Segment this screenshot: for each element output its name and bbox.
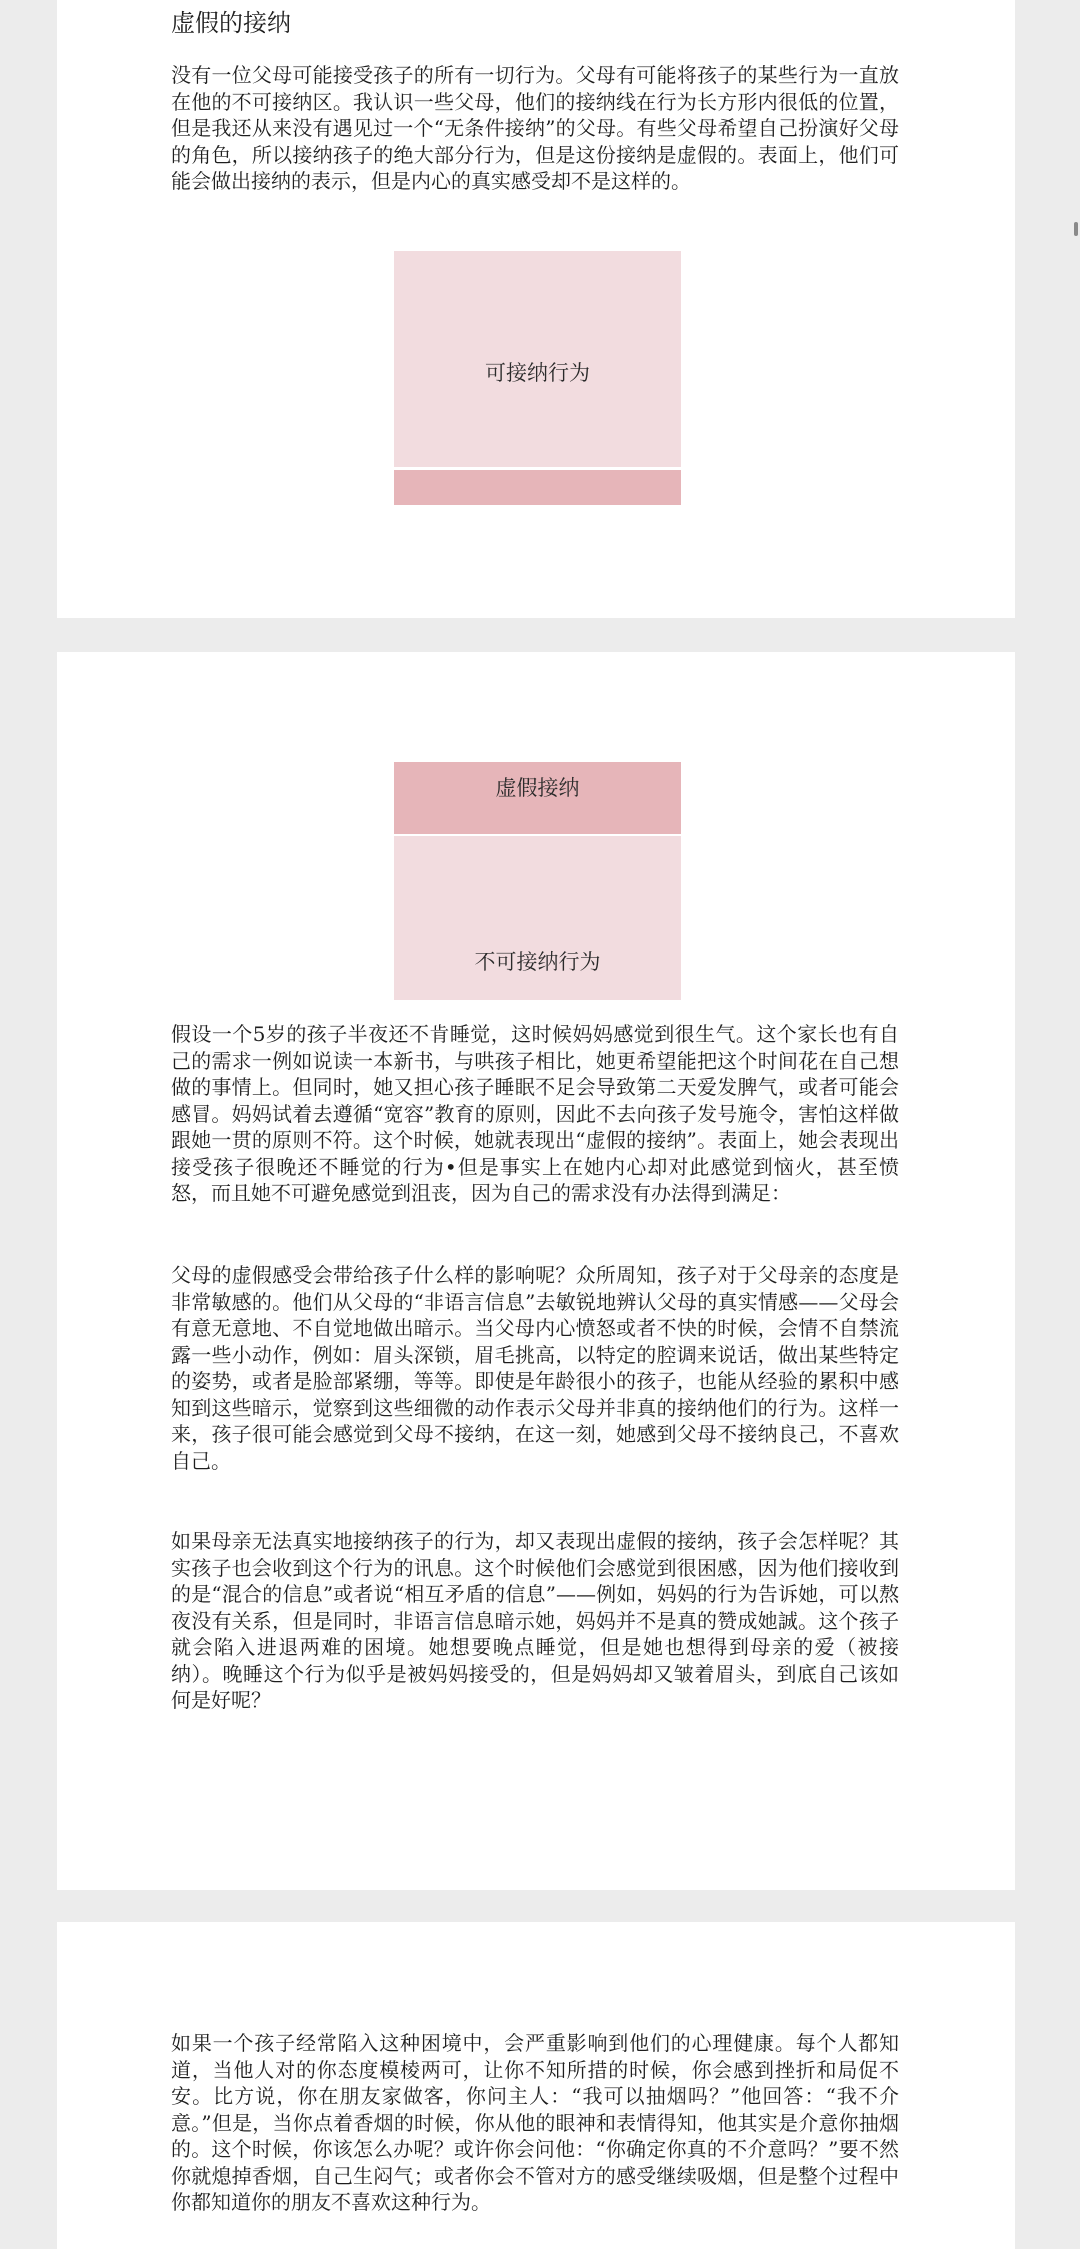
diagram-unacceptable-area bbox=[394, 470, 681, 505]
section-heading: 虚假的接纳 bbox=[171, 9, 291, 37]
diagram-acceptable-area bbox=[394, 251, 681, 467]
diagram-false-acceptance-area bbox=[394, 762, 681, 834]
diagram-unacceptable-behavior-label: 不可接纳行为 bbox=[474, 950, 601, 974]
document-page-1 bbox=[57, 0, 1015, 618]
scrollbar-thumb[interactable] bbox=[1074, 222, 1078, 236]
diagram-unacceptable-behavior-area bbox=[394, 836, 681, 1000]
paragraph-mixed-messages: 如果母亲无法真实地接纳孩子的行为，却又表现出虚假的接纳，孩子会怎样呢？其实孩子也会收到这个行为的讯息。这个时候他们会感觉到很困感，因为他们接收到的是“混合的信息”或者说“相互矛盾的信息”——例如，妈妈的行为告诉她，可以熬夜没有关系，但是同时，非语言信息暗示她，妈妈并不是真的赞成她誠。这个孩子就会陷入进退两难的困境。她想要晚点睡觉，但是她也想得到母亲的爱（被接纳）。晚睡这个行为似乎是被妈妈接受的，但是妈妈却又皱着眉头，到底自己该如何是好呢？ bbox=[171, 1529, 899, 1712]
diagram-acceptable-label: 可接纳行为 bbox=[485, 361, 590, 385]
paragraph-effects: 父母的虚假感受会带给孩子什么样的影响呢？众所周知，孩子对于父母亲的态度是非常敏感的。他们从父母的“非语言信息”去敏锐地辨认父母的真实情感——父母会有意无意地、不自觉地做出暗示。当父母内心愤怒或者不快的时候，会情不自禁流露一些小动作，例如：眉头深锁，眉毛挑高，以特定的腔调来说话，做出某些特定的姿势，或者是脸部紧绷，等等。即使是年龄很小的孩子，也能从经验的累积中感知到这些暗示，觉察到这些细微的动作表示父母并非真的接纳他们的行为。这样一来，孩子很可能会感觉到父母不接纳，在这一刻，她感到父母不接纳良己，不喜欢自己。 bbox=[171, 1263, 899, 1473]
diagram-false-acceptance-label: 虚假接纳 bbox=[495, 776, 580, 800]
paragraph-example: 假设一个5岁的孩子半夜还不肯睡觉，这时候妈妈感觉到很生气。这个家长也有自己的需求一例如说读一本新书，与哄孩子相比，她更希望能把这个时间花在自己想做的事情上。但同时，她又担心孩子睡眠不足会导致第二天爱发脾气，或者可能会感冒。妈妈试着去遵循“宽容”教育的原则，因此不去向孩子发号施令，害怕这样做跟她一贯的原则不符。这个时候，她就表现出“虚假的接纳”。表面上，她会表现出接受孩子很晚还不睡觉的行为•但是事实上在她内心却对此感觉到恼火，甚至愤怒，而且她不可避免感觉到沮丧，因为自己的需求没有办法得到满足： bbox=[171, 1022, 899, 1205]
paragraph-false-acceptance-intro: 没有一位父母可能接受孩子的所有一切行为。父母有可能将孩子的某些行为一直放在他的不可接纳区。我认识一些父母，他们的接纳线在行为长方形内很低的位置，但是我还从来没有遇见过一个“无条件接纳”的父母。有些父母希望自己扮演好父母的角色，所以接纳孩子的绝大部分行为，但是这份接纳是虚假的。表面上，他们可能会做出接纳的表示，但是内心的真实感受却不是这样的。 bbox=[171, 63, 899, 193]
paragraph-psychological-health: 如果一个孩子经常陷入这种困境中，会严重影响到他们的心理健康。每个人都知道，当他人对的你态度模棱两可，让你不知所措的时候，你会感到挫折和局促不安。比方说，你在朋友家做客，你问主人：“我可以抽烟吗？”他回答：“我不介意。”但是，当你点着香烟的时候，你从他的眼神和表情得知，他其实是介意你抽烟的。这个时候，你该怎么办呢？或许你会问他：“你确定你真的不介意吗？”要不然你就熄掉香烟，自己生闷气；或者你会不管对方的感受继续吸烟，但是整个过程中你都知道你的朋友不喜欢这种行为。 bbox=[171, 2031, 899, 2214]
document-page-2 bbox=[57, 652, 1015, 1890]
document-page-3 bbox=[57, 1922, 1015, 2249]
